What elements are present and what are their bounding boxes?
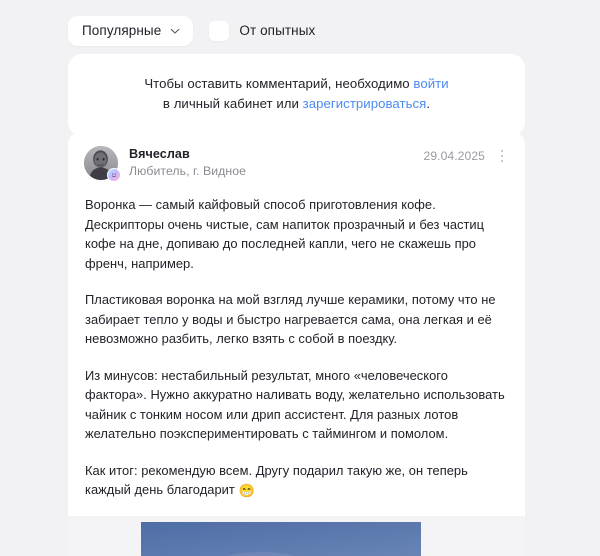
chevron-down-icon	[170, 26, 180, 36]
comment-paragraph: Пластиковая воронка на мой взгляд лучше керамики, потому что не забирает тепло у воды и быстро нагревается сама, она легкая и её невозможно разбить, легко взять с собой в поездку.	[85, 292, 496, 346]
sort-dropdown[interactable]	[68, 16, 193, 46]
coffee-glass-photo[interactable]	[141, 522, 421, 556]
notice-period: .	[426, 96, 431, 111]
smiley-badge-icon	[107, 168, 121, 182]
filter-bar	[68, 16, 315, 46]
login-notice-card	[68, 54, 525, 136]
comment-final-text: Как итог: рекомендую всем. Другу подарил такую же, он теперь каждый день благодарит	[85, 462, 468, 497]
comment-body	[84, 195, 509, 500]
login-notice-text	[92, 74, 501, 114]
comment-paragraph: Из минусов: нестабильный результат, много «человеческого фактора». Нужно аккуратно наливать воду, желательно использовать чайник с тонким носом или дрип ассистент. Для разных лотов желательно поэкспериментировать с таймингом и помолом.	[85, 367, 505, 441]
comment-paragraph: Воронка — самый кайфовый способ приготовления кофе. Дескрипторы очень чистые, сам напиток прозрачный и без частиц кофе на дне, допиваю до последней капли, чего не скажешь про френч, например.	[85, 197, 485, 271]
sort-dropdown-label: Популярные	[82, 23, 162, 38]
comment-header	[84, 145, 509, 183]
expert-filter-checkbox[interactable]	[209, 21, 315, 41]
notice-line2-text: в личный кабинет или	[162, 96, 303, 111]
register-link[interactable]: зарегистрироваться	[302, 96, 427, 111]
notice-line1-text: Чтобы оставить комментарий, необходимо	[144, 76, 414, 91]
login-link[interactable]: войти	[413, 76, 449, 91]
author-meta: Любитель, г. Видное	[129, 164, 247, 178]
author-block	[129, 145, 424, 180]
comment-header-right	[424, 145, 510, 164]
kebab-menu-icon[interactable]	[495, 148, 509, 164]
comment-date: 29.04.2025	[423, 149, 485, 163]
comment-photo-strip	[68, 516, 525, 556]
comment-card	[68, 131, 525, 556]
author-name[interactable]: Вячеслав	[129, 147, 190, 161]
grinning-face-emoji: 😁	[238, 483, 255, 498]
expert-filter-label: От опытных	[239, 23, 316, 38]
checkbox-box-icon[interactable]	[209, 21, 229, 41]
avatar[interactable]	[84, 146, 118, 180]
comment-paragraph-final	[85, 461, 508, 500]
